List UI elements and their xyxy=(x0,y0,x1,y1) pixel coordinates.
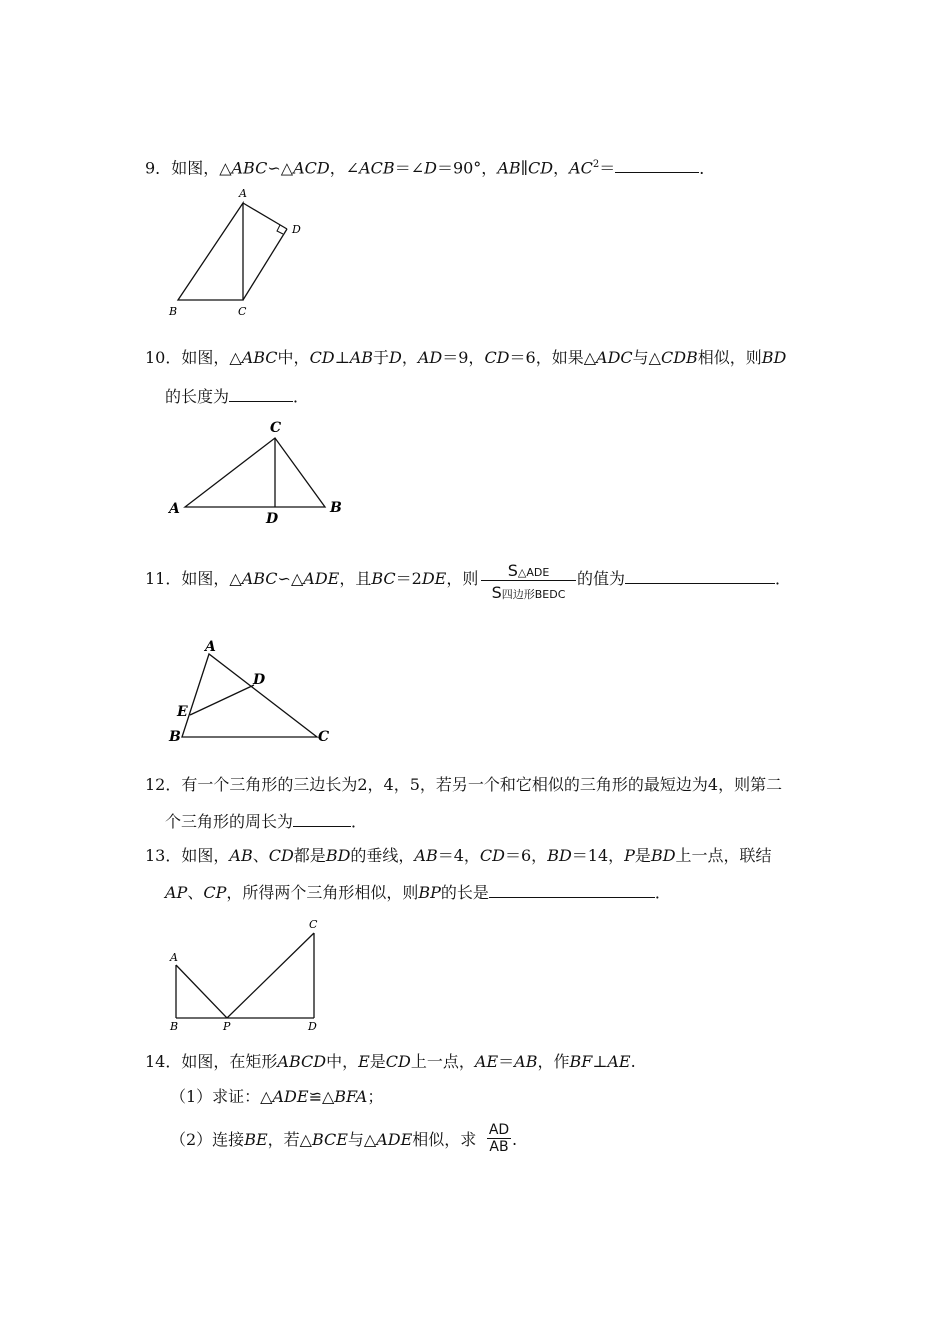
q13-label-d: D xyxy=(308,1020,317,1033)
q9-text: 9．如图，△ABC∽△ACD，∠ACB＝∠D＝90°，AB∥CD，$AC^2=$ ． xyxy=(145,158,716,178)
q14-statement: 14．如图，在矩形ABCD中，E是CD上一点，AE＝AB，作BF⊥AE. xyxy=(145,1052,636,1071)
q11-label-a: A xyxy=(205,639,216,655)
q13-label-p: P xyxy=(223,1020,231,1033)
q14-ratio-fraction xyxy=(487,1122,511,1155)
q14-part2-end: . xyxy=(512,1130,518,1149)
q10-label-a: A xyxy=(169,501,180,517)
q9-label-a: A xyxy=(239,187,247,200)
q11-answer-blank[interactable] xyxy=(625,569,775,584)
q13-label-b: B xyxy=(170,1020,179,1033)
q13-label-a: A xyxy=(170,951,178,964)
q11-label-b: B xyxy=(169,729,181,745)
q11-fraction-numerator: S△ADE xyxy=(507,561,550,580)
q11-figure xyxy=(165,638,365,753)
q10-answer-blank[interactable] xyxy=(229,387,293,402)
q9-label-b: B xyxy=(169,305,178,318)
q12-line2: 个三角形的周长为 ． xyxy=(165,812,368,831)
q14-part2: （2）连接BE，若△BCE与△ADE相似，求 xyxy=(170,1130,477,1149)
q12-line1: 12．有一个三角形的三边长为2，4，5，若另一个和它相似的三角形的最短边为4，则第二 xyxy=(145,775,783,794)
q14-part1: （1）求证：△ADE≌△BFA； xyxy=(170,1087,384,1106)
q11-label-d: D xyxy=(253,672,266,688)
q12-answer-blank[interactable] xyxy=(293,812,351,827)
q11-fraction-denominator: S四边形BEDC xyxy=(491,583,566,602)
q10-figure xyxy=(165,418,365,528)
q13-line2: AP、CP，所得两个三角形相似，则BP的长是 ． xyxy=(165,883,671,902)
q10-label-b: B xyxy=(330,500,342,516)
q10-label-c: C xyxy=(270,420,282,436)
q9-figure xyxy=(165,185,315,325)
q13-figure xyxy=(165,915,345,1035)
q11-area-fraction xyxy=(481,561,576,602)
q11-label-e: E xyxy=(177,704,188,720)
q10-line1: 10．如图，△ABC中，CD⊥AB于D，AD＝9，CD＝6，如果△ADC与△CDB相似，则BD xyxy=(145,348,787,367)
q9-label-d: D xyxy=(292,223,301,236)
q14-fraction-numerator: AD xyxy=(488,1122,510,1138)
q10-line2: 的长度为 ． xyxy=(165,387,310,406)
q10-label-d: D xyxy=(266,511,279,527)
q9-label-c: C xyxy=(238,305,247,318)
q13-answer-blank[interactable] xyxy=(489,883,655,898)
q14-fraction-denominator: AB xyxy=(489,1139,509,1155)
q9-answer-blank[interactable] xyxy=(615,158,699,173)
q11-text-a: 11．如图，△ABC∽△ADE，且BC＝2DE，则 xyxy=(145,569,479,588)
q13-label-c: C xyxy=(309,918,318,931)
q13-line1: 13．如图，AB、CD都是BD的垂线，AB＝4，CD＝6，BD＝14，P是BD上一点，联结 xyxy=(145,846,772,865)
q11-label-c: C xyxy=(318,729,330,745)
q11-text-b: 的值为 ． xyxy=(577,569,792,588)
